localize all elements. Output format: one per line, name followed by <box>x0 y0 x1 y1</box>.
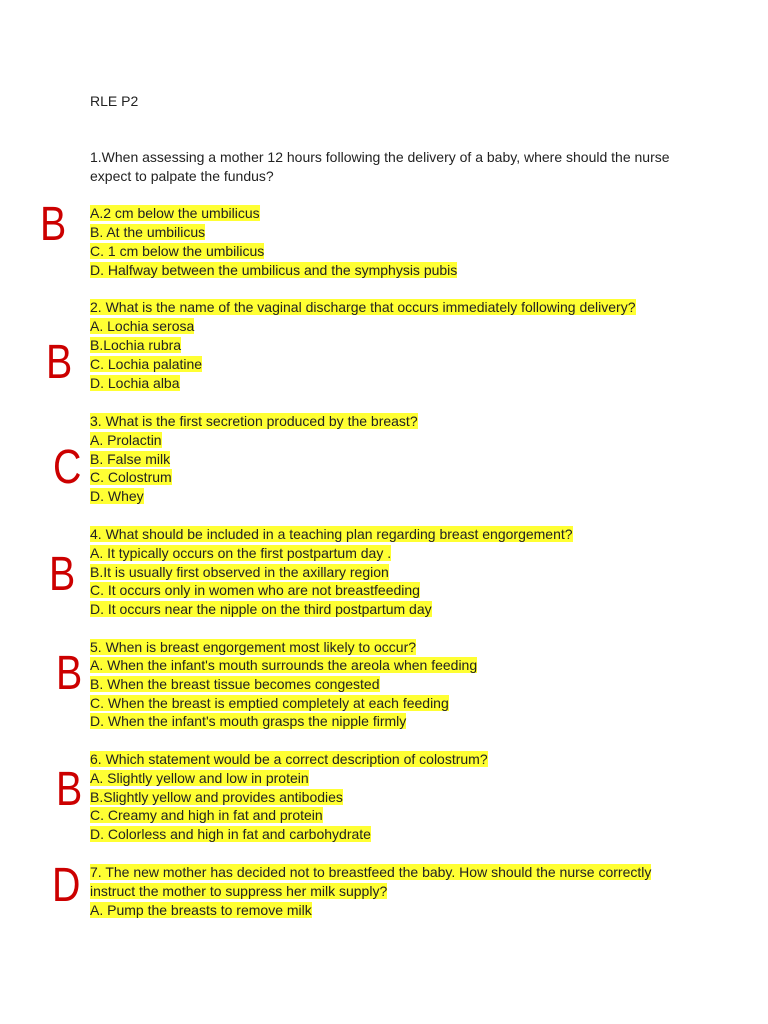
question-6-option-d: D. Colorless and high in fat and carbohydrate <box>90 826 371 842</box>
question-5-option-a: A. When the infant's mouth surrounds the areola when feeding <box>90 657 478 673</box>
question-5-option-c: C. When the breast is emptied completely at each feeding <box>90 695 449 711</box>
question-4-option-d: D. It occurs near the nipple on the third postpartum day <box>90 601 432 617</box>
question-4-text: 4. What should be included in a teaching plan regarding breast engorgement? <box>90 526 573 542</box>
answer-mark-q1: B <box>40 198 67 251</box>
document-title: RLE P2 <box>90 93 139 109</box>
question-3-option-c: C. Colostrum <box>90 469 172 485</box>
answer-mark-q7: D <box>52 859 81 912</box>
question-1-option-c: C. 1 cm below the umbilicus <box>90 243 265 259</box>
question-3-text: 3. What is the first secretion produced by the breast? <box>90 413 418 429</box>
question-2-option-b: B.Lochia rubra <box>90 337 182 353</box>
question-3-option-a: A. Prolactin <box>90 432 162 448</box>
question-1-option-b: B. At the umbilicus <box>90 224 206 240</box>
question-1-text-line-1: 1.When assessing a mother 12 hours following the delivery of a baby, where should the nurse <box>90 149 670 165</box>
question-5-text: 5. When is breast engorgement most likely to occur? <box>90 639 417 655</box>
question-2-text: 2. What is the name of the vaginal discharge that occurs immediately following delivery? <box>90 299 636 315</box>
question-7-text-line-2: instruct the mother to suppress her milk supply? <box>90 883 388 899</box>
answer-mark-q4: B <box>49 548 76 601</box>
answer-mark-q6: B <box>56 763 83 816</box>
question-2-option-d: D. Lochia alba <box>90 375 180 391</box>
question-4-option-b: B.It is usually first observed in the axillary region <box>90 564 389 580</box>
question-5-option-b: B. When the breast tissue becomes congested <box>90 676 380 692</box>
question-7-text-line-1: 7. The new mother has decided not to breastfeed the baby. How should the nurse correctly <box>90 864 652 880</box>
question-2-option-c: C. Lochia palatine <box>90 356 203 372</box>
answer-mark-q2: B <box>46 336 73 389</box>
question-1-option-d: D. Halfway between the umbilicus and the symphysis pubis <box>90 262 458 278</box>
answer-mark-q5: B <box>56 647 83 700</box>
question-1-text-line-2: expect to palpate the fundus? <box>90 168 274 184</box>
question-6-option-c: C. Creamy and high in fat and protein <box>90 807 323 823</box>
question-3-option-b: B. False milk <box>90 451 171 467</box>
question-7-option-a: A. Pump the breasts to remove milk <box>90 902 312 918</box>
question-1-option-a: A.2 cm below the umbilicus <box>90 205 260 221</box>
question-6-option-b: B.Slightly yellow and provides antibodies <box>90 789 343 805</box>
question-6-option-a: A. Slightly yellow and low in protein <box>90 770 309 786</box>
question-2-option-a: A. Lochia serosa <box>90 318 195 334</box>
answer-mark-q3: C <box>53 441 82 494</box>
question-4-option-c: C. It occurs only in women who are not breastfeeding <box>90 582 420 598</box>
question-4-option-a: A. It typically occurs on the first postpartum day . <box>90 545 392 561</box>
question-6-text: 6. Which statement would be a correct description of colostrum? <box>90 751 488 767</box>
question-3-option-d: D. Whey <box>90 488 144 504</box>
question-5-option-d: D. When the infant's mouth grasps the nipple firmly <box>90 713 407 729</box>
